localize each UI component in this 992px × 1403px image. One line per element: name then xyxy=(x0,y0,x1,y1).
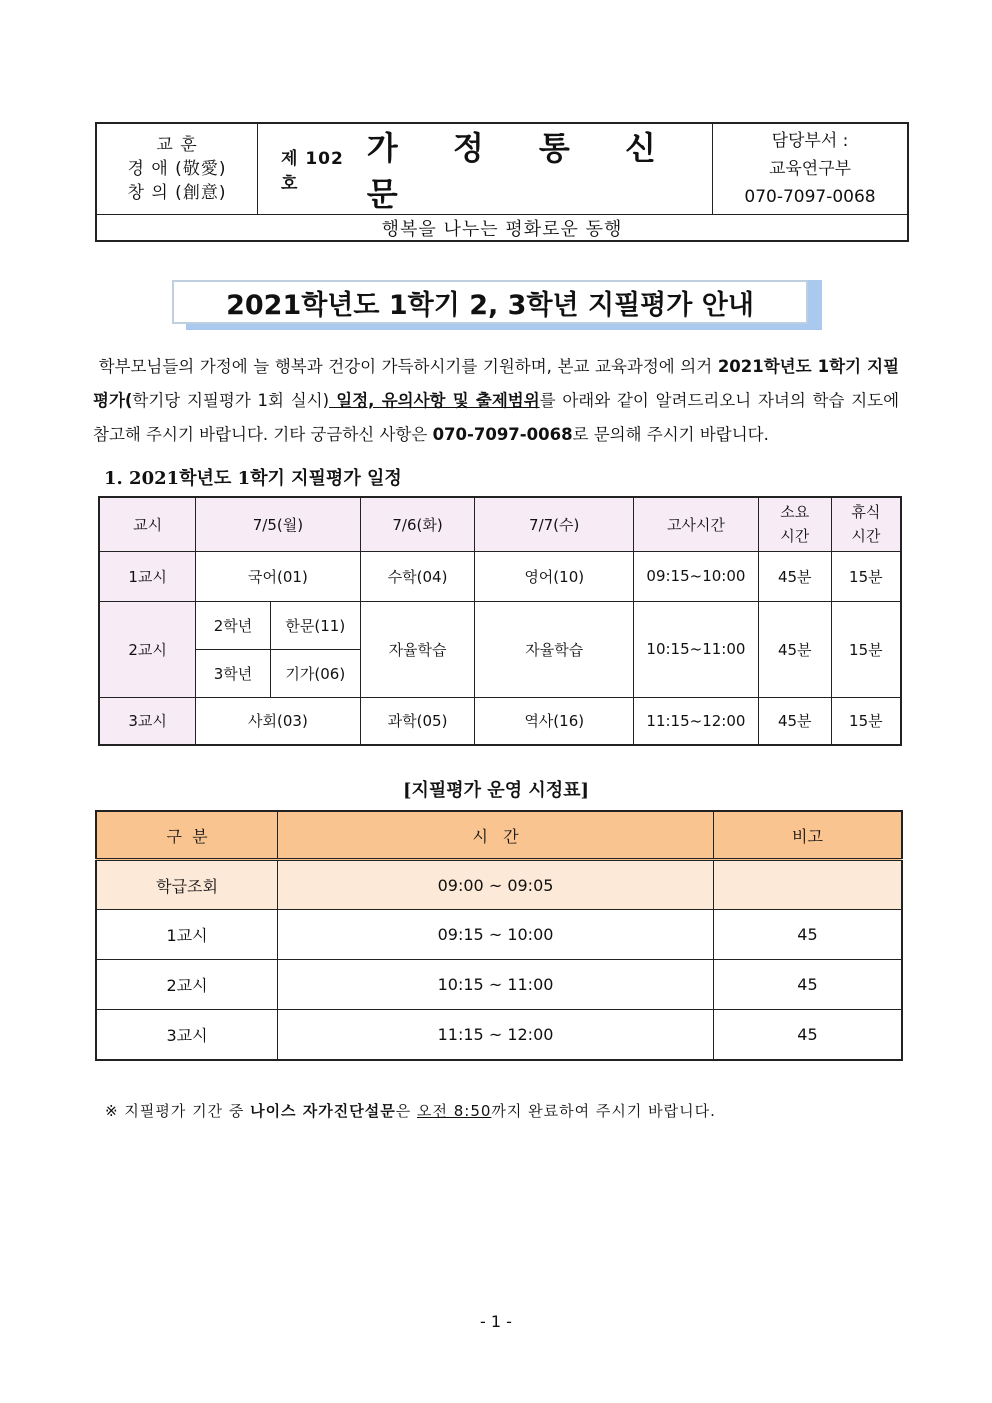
timetable-header-row xyxy=(96,811,902,860)
note-prefix: ※ 지필평가 기간 중 xyxy=(105,1102,251,1120)
category-cell: 3교시 xyxy=(96,1010,278,1060)
department-label: 담당부서 : xyxy=(771,131,849,151)
operation-timetable xyxy=(95,810,903,1061)
subject-cell: 자율학습 xyxy=(360,601,475,697)
timetable-caption: [지필평가 운영 시정표] xyxy=(402,780,590,801)
rest-cell: 15분 xyxy=(831,601,901,697)
issue-number: 제 102 호 xyxy=(281,149,344,194)
header-exam-time: 고사시간 xyxy=(633,497,758,551)
intro-paragraph xyxy=(93,350,899,452)
time-cell: 10:15 ~ 11:00 xyxy=(278,960,714,1010)
intro-bold-2: 070-7097-0068 xyxy=(432,425,573,444)
motto-title: 교 훈 xyxy=(156,135,198,155)
intro-text-4: 로 문의해 주시기 바랍니다. xyxy=(572,425,769,444)
header-day-1: 7/5(월) xyxy=(196,497,361,551)
header-note: 비고 xyxy=(713,811,902,860)
note-underline: 오전 8:50 xyxy=(416,1102,492,1120)
note-cell: 45 xyxy=(713,1010,902,1060)
duration-cell: 45분 xyxy=(758,601,831,697)
newsletter-title: 가 정 통 신 문 xyxy=(366,129,678,213)
department-name: 교육연구부 xyxy=(768,159,852,179)
category-cell: 학급조회 xyxy=(96,860,278,910)
newsletter-header xyxy=(95,122,909,242)
subject-cell: 한문(11) xyxy=(270,601,360,649)
newsletter-title-cell xyxy=(257,124,713,214)
subject-cell: 국어(01) xyxy=(196,551,361,601)
time-cell: 09:15 ~ 10:00 xyxy=(278,910,714,960)
note-mid: 은 xyxy=(395,1102,417,1120)
table-row xyxy=(96,910,902,960)
grade-cell: 2학년 xyxy=(196,601,271,649)
subject-cell: 과학(05) xyxy=(360,697,475,745)
header-time: 시 간 xyxy=(278,811,714,860)
time-cell: 11:15~12:00 xyxy=(633,697,758,745)
intro-text-2: 학기당 지필평가 1회 실시) xyxy=(132,391,330,410)
page-number: - 1 - xyxy=(480,1312,512,1331)
intro-underline: 일정, 유의사항 및 출제범위 xyxy=(329,391,540,410)
grade-cell: 3학년 xyxy=(196,649,271,697)
page-title: 2021학년도 1학기 2, 3학년 지필평가 안내 xyxy=(172,280,808,324)
category-cell: 1교시 xyxy=(96,910,278,960)
exam-schedule-table xyxy=(98,496,902,746)
table-row xyxy=(96,960,902,1010)
header-day-2: 7/6(화) xyxy=(360,497,475,551)
time-cell: 09:15~10:00 xyxy=(633,551,758,601)
duration-cell: 45분 xyxy=(758,697,831,745)
subject-cell: 영어(10) xyxy=(475,551,634,601)
school-motto xyxy=(97,124,258,214)
note-cell: 45 xyxy=(713,910,902,960)
footnote xyxy=(105,1100,716,1121)
department-info xyxy=(713,124,907,214)
subject-cell: 수학(04) xyxy=(360,551,475,601)
table-row xyxy=(99,601,901,649)
intro-bold-1: 2021학년도 1학기 지필평가( xyxy=(93,357,900,410)
department-phone: 070-7097-0068 xyxy=(744,187,876,207)
note-cell: 45 xyxy=(713,960,902,1010)
header-day-3: 7/7(수) xyxy=(475,497,634,551)
note-suffix: 까지 완료하여 주시기 바랍니다. xyxy=(491,1102,716,1120)
table-row xyxy=(96,860,902,910)
subject-cell: 사회(03) xyxy=(196,697,361,745)
note-cell xyxy=(713,860,902,910)
subject-cell: 기가(06) xyxy=(270,649,360,697)
period-cell: 1교시 xyxy=(99,551,196,601)
duration-cell: 45분 xyxy=(758,551,831,601)
motto-line-1: 경 애 (敬愛) xyxy=(127,159,227,179)
rest-cell: 15분 xyxy=(831,551,901,601)
motto-line-2: 창 의 (創意) xyxy=(127,183,227,203)
period-cell: 2교시 xyxy=(99,601,196,697)
table-row xyxy=(99,551,901,601)
time-cell: 09:00 ~ 09:05 xyxy=(278,860,714,910)
table-row xyxy=(96,1010,902,1060)
time-cell: 11:15 ~ 12:00 xyxy=(278,1010,714,1060)
time-cell: 10:15~11:00 xyxy=(633,601,758,697)
subject-cell: 자율학습 xyxy=(475,601,634,697)
rest-cell: 15분 xyxy=(831,697,901,745)
period-cell: 3교시 xyxy=(99,697,196,745)
category-cell: 2교시 xyxy=(96,960,278,1010)
header-duration: 소요 시간 xyxy=(758,497,831,551)
table-header-row xyxy=(99,497,901,551)
section-1-title: 1. 2021학년도 1학기 지필평가 일정 xyxy=(104,468,402,489)
header-period: 교시 xyxy=(99,497,196,551)
intro-text-1: 학부모님들의 가정에 늘 행복과 건강이 가득하시기를 기원하며, 본교 교육과정에 의거 xyxy=(98,357,718,376)
intro-text-3: 를 아래와 같이 알려드리오니 자녀의 학습 지도에 참고해 주시기 바랍니다. 기타 궁금하신 사항은 xyxy=(93,391,900,444)
school-slogan: 행복을 나누는 평화로운 동행 xyxy=(97,214,907,240)
table-row xyxy=(99,697,901,745)
subject-cell: 역사(16) xyxy=(475,697,634,745)
header-rest: 휴식 시간 xyxy=(831,497,901,551)
note-bold: 나이스 자가진단설문 xyxy=(250,1102,396,1120)
header-category: 구 분 xyxy=(96,811,278,860)
